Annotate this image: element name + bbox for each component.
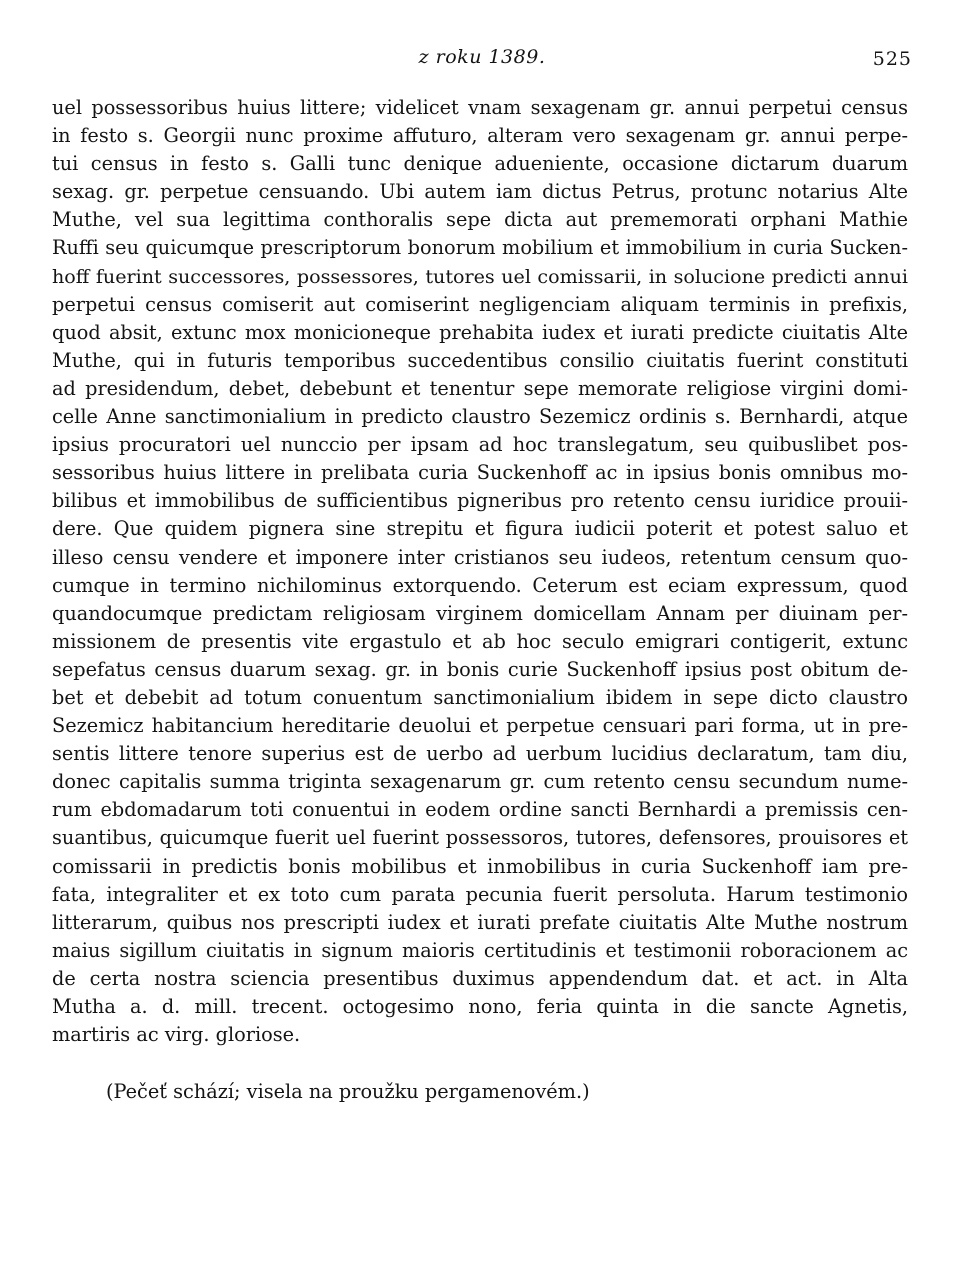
body-text <box>52 94 908 1049</box>
text-line: uel possessoribus huius littere; videlicet vnam sexagenam gr. annui perpetui census <box>52 96 908 119</box>
text-line: bet et debebit ad totum conuentum sanctimonialium ibidem in sepe dicto claustro <box>52 685 908 709</box>
text-line: quandocumque predictam religiosam virginem domicellam Annam per diuinam per- <box>52 601 908 625</box>
editorial-note: (Pečeť schází; visela na proužku pergamenovém.) <box>106 1080 590 1103</box>
text-line: sexag. gr. perpetue censuando. Ubi autem iam dictus Petrus, protunc notarius Alte <box>52 180 908 204</box>
text-line: sentis littere tenore superius est de uerbo ad uerbum lucidius declaratum, tam diu, <box>52 742 908 766</box>
text-line: bilibus et immobilibus de sufficientibus pigneribus pro retento censu iuridice prouii- <box>52 489 908 513</box>
text-line: illeso censu vendere et imponere inter cristianos seu iudeos, retentum censum quo- <box>52 545 908 569</box>
text-line: Muthe, qui in futuris temporibus succedentibus consilio ciuitatis fuerint constituti <box>52 348 908 372</box>
text-line: martiris ac virg. gloriose. <box>52 1023 301 1047</box>
text-line: in festo s. Georgii nunc proxime affuturo, alteram vero sexagenam gr. annui perpe- <box>52 124 908 148</box>
page-number: 525 <box>872 48 912 70</box>
text-line: Mutha a. d. mill. trecent. octogesimo nono, feria quinta in die sancte Agnetis, <box>52 995 908 1018</box>
running-head <box>52 42 912 72</box>
text-line: donec capitalis summa triginta sexagenarum gr. cum retento censu secundum nume- <box>52 770 908 794</box>
text-line: de certa nostra sciencia presentibus duximus appendendum dat. et act. in Alta <box>52 966 908 990</box>
text-line: perpetui census comiserit aut comiserint negligenciam aliquam terminis in prefixis, <box>52 292 908 316</box>
text-line: ipsius procuratori uel nunccio per ipsam ad hoc translegatum, seu quibuslibet pos- <box>52 433 908 457</box>
text-line: sessoribus huius littere in prelibata curia Suckenhoff ac in ipsius bonis omnibus mo- <box>52 461 908 485</box>
text-line: tui census in festo s. Galli tunc denique adueniente, occasione dictarum duarum <box>52 152 908 176</box>
text-line: sepefatus census duarum sexag. gr. in bonis curie Suckenhoff ipsius post obitum de- <box>52 657 908 681</box>
text-line: Muthe, vel sua legittima conthoralis sepe dicta aut prememorati orphani Mathie <box>52 208 908 232</box>
text-line: hoff fuerint successores, possessores, tutores uel comissarii, in solucione predicti annui <box>52 264 908 288</box>
running-title: z roku 1389. <box>418 46 546 68</box>
text-line: comissarii in predictis bonis mobilibus et inmobilibus in curia Suckenhoff iam pre- <box>52 854 908 878</box>
text-line: Sezemicz habitancium hereditarie deuolui et perpetue censuari pari forma, ut in pre- <box>52 714 908 738</box>
text-line: fata, integraliter et ex toto cum parata pecunia fuerit persoluta. Harum testimonio <box>52 882 908 906</box>
text-line: rum ebdomadarum toti conuentui in eodem ordine sancti Bernhardi a premissis cen- <box>52 798 908 822</box>
text-line: Ruffi seu quicumque prescriptorum bonorum mobilium et immobilium in curia Sucken- <box>52 236 908 260</box>
text-line: quod absit, extunc mox monicioneque prehabita iudex et iurati predicte ciuitatis Alte <box>52 320 908 344</box>
text-line: suantibus, quicumque fuerit uel fuerint possessoros, tutores, defensores, prouisores et <box>52 826 908 850</box>
text-line: ad presidendum, debet, debebunt et tenentur sepe memorate religiose virgini domi- <box>52 376 908 400</box>
text-line: cumque in termino nichilominus extorquendo. Ceterum est eciam expressum, quod <box>52 573 908 597</box>
text-line: litterarum, quibus nos prescripti iudex et iurati prefate ciuitatis Alte Muthe nostrum <box>52 910 908 934</box>
text-line: missionem de presentis vite ergastulo et ab hoc seculo emigrari contigerit, extunc <box>52 629 908 653</box>
text-line: dere. Que quidem pignera sine strepitu et figura iudicii poterit et potest saluo et <box>52 517 908 541</box>
text-line: maius sigillum ciuitatis in signum maioris certitudinis et testimonii roboracionem ac <box>52 938 908 962</box>
text-line: celle Anne sanctimonialium in predicto claustro Sezemicz ordinis s. Bernhardi, atque <box>52 405 908 429</box>
